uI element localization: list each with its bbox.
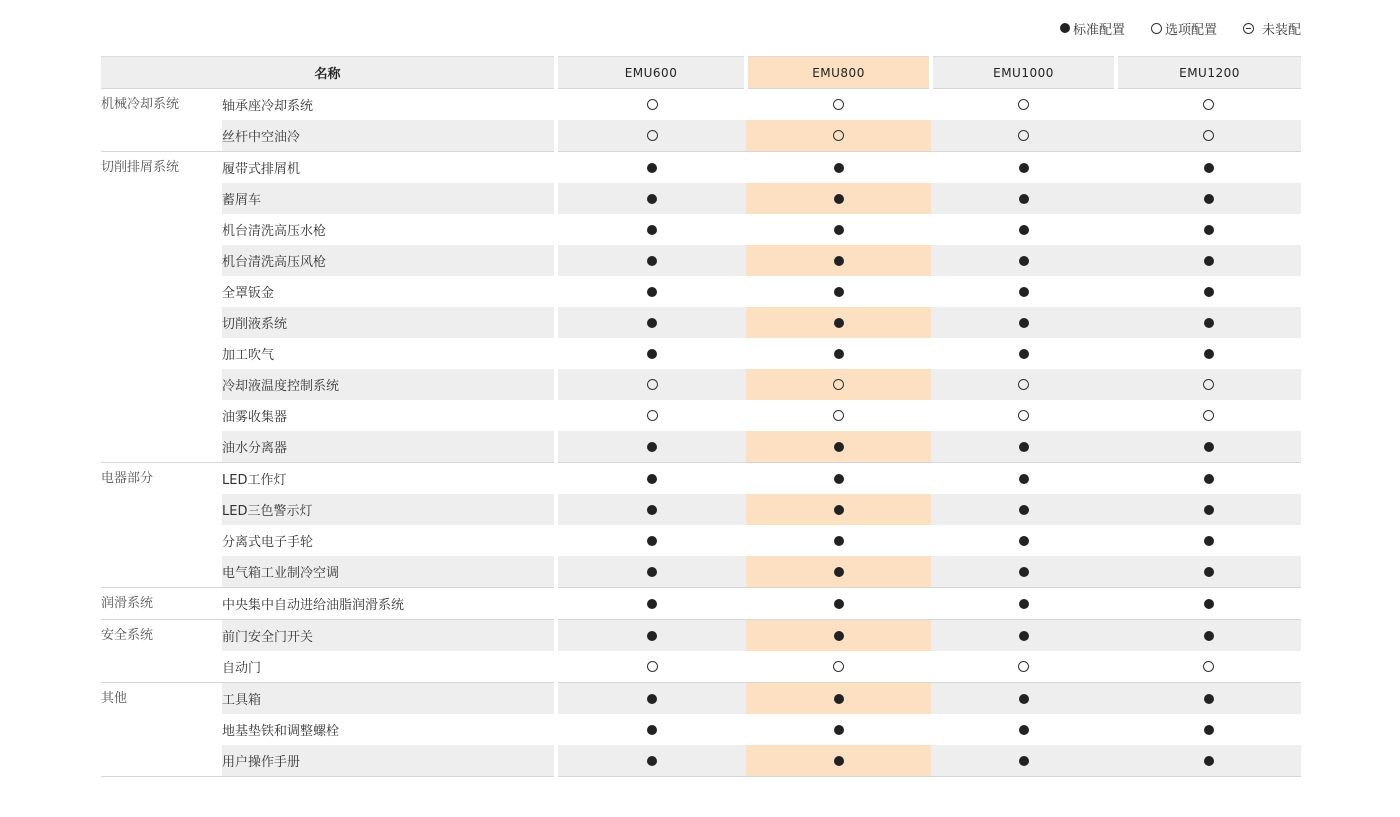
availability-cell (931, 183, 1116, 214)
filled-circle-icon (647, 694, 657, 704)
filled-circle-icon (647, 318, 657, 328)
availability-cell (931, 431, 1116, 463)
filled-circle-icon (1019, 318, 1029, 328)
availability-cell (931, 525, 1116, 556)
availability-cell (746, 525, 931, 556)
hollow-circle-icon (647, 379, 658, 390)
item-name: 切削液系统 (222, 307, 556, 338)
availability-cell (931, 276, 1116, 307)
table-row (101, 400, 1301, 431)
filled-circle-icon (1204, 442, 1214, 452)
availability-cell (1116, 152, 1301, 184)
item-name: 轴承座冷却系统 (222, 89, 556, 121)
availability-cell (556, 307, 746, 338)
availability-cell (1116, 214, 1301, 245)
availability-cell (931, 463, 1116, 495)
availability-cell (1116, 245, 1301, 276)
filled-circle-icon (1204, 318, 1214, 328)
filled-circle-icon (834, 194, 844, 204)
hollow-circle-icon (647, 661, 658, 672)
table-row (101, 369, 1301, 400)
availability-cell (746, 214, 931, 245)
filled-circle-icon (647, 474, 657, 484)
table-row (101, 431, 1301, 463)
availability-cell (746, 183, 931, 214)
filled-circle-icon (647, 287, 657, 297)
table-row (101, 89, 1301, 121)
availability-cell (931, 556, 1116, 588)
legend-standard (1060, 19, 1125, 38)
availability-cell (556, 276, 746, 307)
hollow-circle-icon (1018, 130, 1029, 141)
table-row (101, 463, 1301, 495)
availability-cell (931, 245, 1116, 276)
availability-cell (746, 714, 931, 745)
name-header: 名称 (101, 57, 556, 89)
availability-cell (931, 369, 1116, 400)
filled-circle-icon (1060, 23, 1070, 33)
filled-circle-icon (1019, 756, 1029, 766)
filled-circle-icon (647, 256, 657, 266)
availability-cell (746, 245, 931, 276)
table-row (101, 183, 1301, 214)
filled-circle-icon (647, 194, 657, 204)
availability-cell (1116, 338, 1301, 369)
hollow-circle-icon (833, 661, 844, 672)
availability-cell (1116, 431, 1301, 463)
availability-cell (746, 556, 931, 588)
filled-circle-icon (1204, 163, 1214, 173)
filled-circle-icon (1019, 505, 1029, 515)
availability-cell (931, 338, 1116, 369)
availability-cell (556, 431, 746, 463)
availability-cell (746, 120, 931, 152)
header-row (101, 57, 1301, 89)
filled-circle-icon (1204, 287, 1214, 297)
hollow-circle-icon (833, 130, 844, 141)
hollow-circle-icon (1203, 661, 1214, 672)
availability-cell (1116, 651, 1301, 683)
availability-cell (931, 152, 1116, 184)
filled-circle-icon (1204, 536, 1214, 546)
availability-cell (1116, 620, 1301, 652)
availability-cell (556, 588, 746, 620)
availability-cell (1116, 183, 1301, 214)
availability-cell (746, 400, 931, 431)
table-row (101, 714, 1301, 745)
hollow-circle-icon (1203, 379, 1214, 390)
availability-cell (1116, 588, 1301, 620)
item-name: 加工吹气 (222, 348, 275, 363)
filled-circle-icon (647, 756, 657, 766)
availability-cell (746, 620, 931, 652)
availability-cell (556, 525, 746, 556)
availability-cell (746, 338, 931, 369)
availability-cell (1116, 556, 1301, 588)
filled-circle-icon (1019, 474, 1029, 484)
filled-circle-icon (1204, 631, 1214, 641)
filled-circle-icon (1204, 599, 1214, 609)
filled-circle-icon (647, 442, 657, 452)
table-row (101, 338, 1301, 369)
filled-circle-icon (647, 567, 657, 577)
filled-circle-icon (834, 694, 844, 704)
item-name: 工具箱 (222, 683, 556, 715)
availability-cell (556, 683, 746, 715)
availability-cell (931, 120, 1116, 152)
filled-circle-icon (1204, 756, 1214, 766)
hollow-circle-icon (1018, 661, 1029, 672)
spec-table-body (101, 89, 1301, 777)
item-name: 自动门 (222, 661, 262, 676)
table-row (101, 683, 1301, 715)
filled-circle-icon (1204, 194, 1214, 204)
item-name: 分离式电子手轮 (222, 535, 314, 550)
hollow-circle-icon (647, 130, 658, 141)
category-label: 润滑系统 (101, 588, 222, 620)
availability-cell (931, 588, 1116, 620)
hollow-circle-icon (1018, 379, 1029, 390)
hollow-circle-icon (833, 410, 844, 421)
availability-cell (931, 745, 1116, 777)
availability-cell (1116, 494, 1301, 525)
filled-circle-icon (1204, 505, 1214, 515)
availability-cell (931, 494, 1116, 525)
availability-cell (931, 400, 1116, 431)
item-name: 履带式排屑机 (222, 152, 556, 184)
availability-cell (746, 745, 931, 777)
table-row (101, 307, 1301, 338)
filled-circle-icon (1019, 599, 1029, 609)
filled-circle-icon (834, 318, 844, 328)
hollow-circle-icon (1018, 410, 1029, 421)
availability-cell (746, 683, 931, 715)
availability-cell (556, 463, 746, 495)
item-name: 中央集中自动进给油脂润滑系统 (222, 588, 556, 620)
filled-circle-icon (1019, 225, 1029, 235)
availability-cell (556, 714, 746, 745)
filled-circle-icon (834, 756, 844, 766)
availability-cell (1116, 276, 1301, 307)
item-name: LED工作灯 (222, 463, 556, 495)
category-label: 其他 (101, 683, 222, 777)
item-name: 机台清洗高压风枪 (222, 245, 556, 276)
table-row (101, 620, 1301, 652)
hollow-circle-icon (1203, 410, 1214, 421)
availability-cell (556, 620, 746, 652)
item-name: 丝杆中空油冷 (222, 120, 556, 152)
availability-cell (1116, 89, 1301, 121)
filled-circle-icon (1019, 163, 1029, 173)
table-row (101, 276, 1301, 307)
filled-circle-icon (1019, 725, 1029, 735)
item-name: 前门安全门开关 (222, 620, 556, 652)
category-label: 切削排屑系统 (101, 152, 222, 463)
category-label: 电器部分 (101, 463, 222, 588)
availability-cell (931, 307, 1116, 338)
filled-circle-icon (647, 599, 657, 609)
availability-cell (746, 307, 931, 338)
table-row (101, 245, 1301, 276)
availability-cell (746, 431, 931, 463)
availability-cell (1116, 120, 1301, 152)
table-row (101, 588, 1301, 620)
filled-circle-icon (834, 505, 844, 515)
availability-cell (556, 245, 746, 276)
availability-cell (1116, 400, 1301, 431)
availability-cell (556, 556, 746, 588)
availability-cell (931, 214, 1116, 245)
filled-circle-icon (1204, 567, 1214, 577)
filled-circle-icon (834, 163, 844, 173)
filled-circle-icon (1019, 442, 1029, 452)
availability-cell (556, 400, 746, 431)
category-label: 机械冷却系统 (101, 89, 222, 152)
filled-circle-icon (647, 225, 657, 235)
availability-cell (931, 89, 1116, 121)
legend-standard-label: 标准配置 (1072, 22, 1125, 38)
filled-circle-icon (1204, 349, 1214, 359)
availability-cell (1116, 463, 1301, 495)
item-name: 油雾收集器 (222, 410, 288, 425)
model-header: EMU600 (556, 57, 746, 89)
availability-cell (1116, 683, 1301, 715)
item-name: 油水分离器 (222, 431, 556, 463)
availability-cell (556, 89, 746, 121)
availability-cell (931, 714, 1116, 745)
item-name: 地基垫铁和调整螺栓 (222, 724, 340, 739)
filled-circle-icon (647, 631, 657, 641)
filled-circle-icon (834, 631, 844, 641)
availability-cell (556, 120, 746, 152)
hollow-circle-icon (1151, 23, 1162, 34)
availability-cell (556, 152, 746, 184)
hollow-circle-icon (1203, 130, 1214, 141)
item-name: 冷却液温度控制系统 (222, 369, 556, 400)
hollow-circle-icon (647, 410, 658, 421)
filled-circle-icon (1019, 349, 1029, 359)
filled-circle-icon (834, 442, 844, 452)
filled-circle-icon (1204, 225, 1214, 235)
filled-circle-icon (1019, 631, 1029, 641)
table-row (101, 120, 1301, 152)
legend-none-label: 未装配 (1261, 22, 1301, 38)
hollow-circle-icon (1203, 99, 1214, 110)
availability-cell (1116, 714, 1301, 745)
filled-circle-icon (834, 599, 844, 609)
table-row (101, 745, 1301, 777)
filled-circle-icon (1019, 256, 1029, 266)
table-row (101, 214, 1301, 245)
item-name: 电气箱工业制冷空调 (222, 556, 556, 588)
filled-circle-icon (834, 287, 844, 297)
filled-circle-icon (1019, 694, 1029, 704)
filled-circle-icon (647, 349, 657, 359)
item-name: 蓄屑车 (222, 183, 556, 214)
filled-circle-icon (834, 536, 844, 546)
availability-cell (556, 338, 746, 369)
availability-cell (931, 651, 1116, 683)
table-row (101, 152, 1301, 184)
availability-cell (556, 494, 746, 525)
availability-cell (931, 683, 1116, 715)
availability-cell (1116, 745, 1301, 777)
spec-table (101, 56, 1301, 777)
hollow-circle-icon (647, 99, 658, 110)
filled-circle-icon (834, 349, 844, 359)
availability-cell (931, 620, 1116, 652)
availability-cell (556, 369, 746, 400)
legend (1060, 10, 1301, 46)
filled-circle-icon (647, 163, 657, 173)
legend-optional-label: 选项配置 (1164, 22, 1217, 38)
filled-circle-icon (1019, 536, 1029, 546)
availability-cell (556, 745, 746, 777)
availability-cell (1116, 307, 1301, 338)
availability-cell (1116, 369, 1301, 400)
filled-circle-icon (1204, 725, 1214, 735)
filled-circle-icon (647, 505, 657, 515)
table-row (101, 556, 1301, 588)
availability-cell (746, 152, 931, 184)
filled-circle-icon (647, 725, 657, 735)
filled-circle-icon (1204, 256, 1214, 266)
filled-circle-icon (834, 725, 844, 735)
item-name: LED三色警示灯 (222, 494, 556, 525)
availability-cell (1116, 525, 1301, 556)
model-header-highlighted: EMU800 (746, 57, 931, 89)
filled-circle-icon (1019, 194, 1029, 204)
hollow-circle-icon (1018, 99, 1029, 110)
filled-circle-icon (647, 536, 657, 546)
availability-cell (556, 214, 746, 245)
filled-circle-icon (1204, 474, 1214, 484)
hollow-circle-icon (833, 379, 844, 390)
availability-cell (746, 651, 931, 683)
legend-optional (1151, 19, 1217, 38)
hollow-circle-icon (833, 99, 844, 110)
category-label: 安全系统 (101, 620, 222, 683)
filled-circle-icon (834, 256, 844, 266)
filled-circle-icon (834, 567, 844, 577)
filled-circle-icon (1019, 567, 1029, 577)
filled-circle-icon (1204, 694, 1214, 704)
availability-cell (556, 651, 746, 683)
filled-circle-icon (1019, 287, 1029, 297)
legend-none (1243, 19, 1301, 38)
item-name: 用户操作手册 (222, 745, 556, 777)
circle-minus-icon (1243, 23, 1254, 34)
model-header: EMU1200 (1116, 57, 1301, 89)
filled-circle-icon (834, 474, 844, 484)
availability-cell (556, 183, 746, 214)
availability-cell (746, 369, 931, 400)
availability-cell (746, 494, 931, 525)
filled-circle-icon (834, 225, 844, 235)
item-name: 全罩钣金 (222, 286, 275, 301)
availability-cell (746, 588, 931, 620)
table-row (101, 525, 1301, 556)
table-row (101, 494, 1301, 525)
table-row (101, 651, 1301, 683)
availability-cell (746, 463, 931, 495)
model-header: EMU1000 (931, 57, 1116, 89)
availability-cell (746, 276, 931, 307)
item-name: 机台清洗高压水枪 (222, 224, 327, 239)
availability-cell (746, 89, 931, 121)
